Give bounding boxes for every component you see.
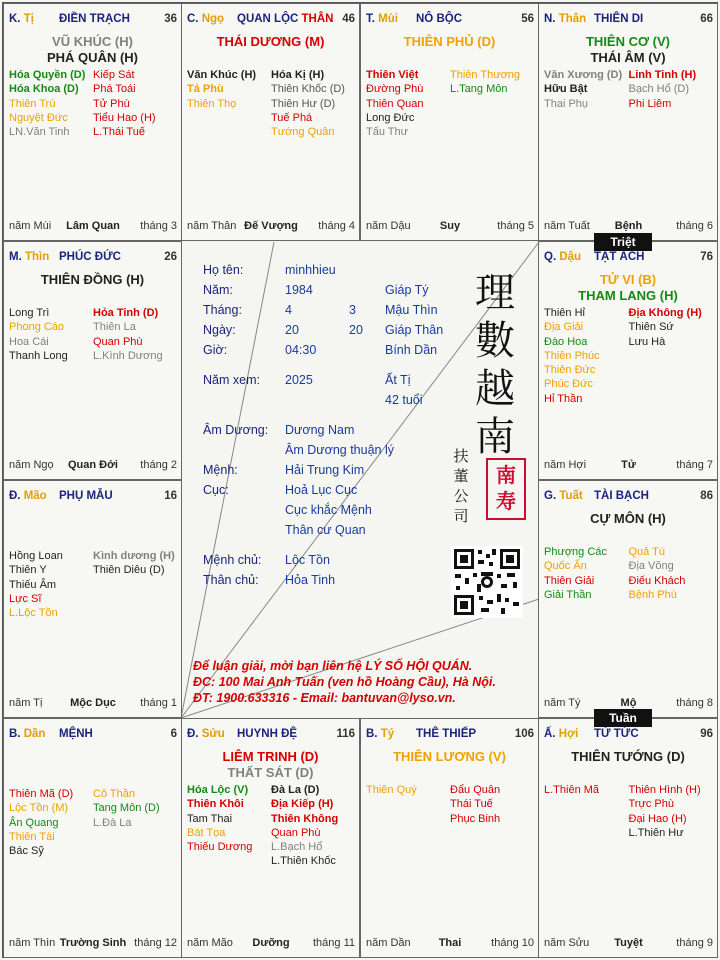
palace-header	[366, 13, 534, 27]
major-star: THẤT SÁT (D)	[227, 765, 314, 780]
minor-star: Trực Phù	[628, 798, 674, 811]
minor-star: Bạch Hổ (D)	[628, 83, 690, 96]
palace-stage: Lâm Quan	[66, 220, 120, 232]
minor-star: Nguyệt Đức	[9, 111, 68, 124]
palace-cell[interactable]	[181, 3, 360, 241]
palace-branch: B. Tý	[366, 728, 395, 740]
major-star: CỰ MÔN (H)	[590, 511, 666, 526]
palace-year: năm Ngọ	[9, 459, 54, 471]
minor-star: Thiên Khôi	[187, 798, 244, 811]
left-star-column	[366, 68, 423, 139]
palace-name: PHÚC ĐỨC	[59, 251, 121, 263]
minor-star: Giải Thần	[544, 588, 592, 601]
palace-branch: C. Ngọ	[187, 13, 225, 25]
palace-cell[interactable]	[181, 718, 360, 958]
palace-year: năm Tuất	[544, 220, 590, 232]
right-star-column	[93, 306, 163, 363]
major-star: THIÊN CƠ (V)	[585, 34, 671, 49]
palace-year: năm Hợi	[544, 459, 587, 471]
palace-month: tháng 2	[140, 459, 177, 471]
minor-star: Tấu Thư	[366, 126, 409, 139]
palace-branch: G. Tuất	[544, 490, 583, 502]
minor-star: Thiên Không	[271, 812, 339, 825]
palace-footer	[544, 459, 713, 473]
minor-star: Thiên Sứ	[628, 321, 674, 334]
left-star-column	[544, 545, 607, 602]
palace-year: năm Mùi	[9, 220, 52, 232]
calligraphy-logo	[465, 269, 525, 461]
right-star-column	[450, 68, 520, 97]
minor-star: Thiên Mã (D)	[9, 788, 74, 800]
left-star-column	[9, 787, 73, 858]
right-star-column	[93, 68, 156, 139]
minor-star: Quan Phù	[271, 826, 321, 839]
minor-star: Thiên Khốc (D)	[271, 83, 345, 96]
major-star: PHÁ QUÂN (H)	[47, 50, 138, 65]
palace-branch: N. Thân	[544, 13, 587, 25]
palace-year: năm Tý	[544, 697, 581, 709]
minor-star: Thiên Thương	[450, 69, 521, 81]
palace-stage: Mộ	[620, 697, 637, 709]
palace-month: tháng 5	[497, 220, 534, 232]
palace-header	[366, 728, 534, 742]
palace-age: 66	[700, 13, 713, 25]
palace-name: ĐIỀN TRẠCH	[59, 13, 130, 25]
minor-star: L.Thái Tuế	[93, 126, 145, 139]
minor-star: L.Thiên Hư	[628, 826, 684, 839]
contact-line-1: Để luận giải, mời bạn liên hệ LÝ SỐ HỘI QUÁN.	[193, 659, 473, 673]
palace-name: THIÊN DI	[594, 13, 644, 25]
palace-header	[9, 251, 177, 265]
palace-branch: B. Dần	[9, 728, 46, 740]
minor-star: Thiên Hình (H)	[628, 784, 701, 796]
minor-star: Hồng Loan	[9, 550, 63, 562]
palace-header	[9, 728, 177, 742]
palace-month: tháng 12	[134, 937, 177, 949]
palace-month: tháng 6	[676, 220, 713, 232]
minor-star: Tướng Quân	[271, 126, 335, 139]
minor-star: Thiên Trù	[9, 97, 56, 110]
minor-star: Thiếu Âm	[9, 578, 57, 591]
minor-star: Phúc Đức	[544, 378, 593, 391]
minor-star: Tả Phù	[187, 83, 224, 96]
minor-star: Thiên Thọ	[187, 97, 237, 110]
minor-star: Hóa Khoa (D)	[9, 83, 79, 96]
left-star-column	[544, 68, 622, 111]
palace-month: tháng 8	[676, 697, 713, 709]
calligraphy-char: 數	[475, 318, 515, 364]
minor-star: Thiên Phúc	[544, 349, 600, 362]
palace-age: 86	[700, 490, 713, 502]
minor-star: Lộc Tồn (M)	[9, 802, 69, 815]
palace-cell[interactable]	[538, 3, 718, 241]
minor-star: Long Trì	[9, 307, 50, 319]
major-star: THIÊN LƯƠNG (V)	[393, 749, 506, 764]
left-star-column	[9, 549, 63, 620]
palace-footer	[544, 937, 713, 951]
palace-footer	[9, 697, 177, 711]
center-info: Họ tên: minhhieu Năm: 1984 Giáp Tý Tháng: 4 3 Mậu Thìn Ngày: 20 20 Giáp Thân Giờ: 04:30 Bính Dần Năm xem: 2025 Ất Tị 42 tuổi Âm Dương: Dương Nam Âm Dương thuận lý Mệnh: Hải Trung Kim Cục: Hoả Lục Cục Cục khắc Mệnh Thân cư Quan Mệnh chủ: Lộc Tồn Thân chủ: Hỏa Tinh 理 數 越 南 扶 董 公 司 南寿 Để luận giải, mời bạn liên hệ LÝ SỐ HỘI QUÁN. ĐC: 100 Mai Anh Tuấn (ven hồ Hoàng Cầu), Hà Nội. ĐT: 1900.633316 - Email: bantuvan@lyso.vn.	[181, 241, 538, 718]
palace-year: năm Thìn	[9, 937, 56, 949]
palace-cell[interactable]	[538, 241, 718, 480]
minor-star: Quốc Ấn	[544, 560, 587, 573]
minor-star: Phi Liêm	[628, 97, 672, 110]
palace-footer	[9, 459, 177, 473]
minor-star: Thiên Tài	[9, 830, 55, 843]
minor-star: Thanh Long	[9, 349, 68, 362]
right-star-column	[271, 68, 345, 139]
calligraphy-char: 越	[475, 366, 515, 412]
palace-stage: Tử	[621, 459, 636, 471]
palace-year: năm Mão	[187, 937, 233, 949]
minor-star: Địa Không (H)	[628, 307, 702, 319]
palace-name: NÔ BỘC	[416, 13, 462, 25]
minor-star: Kình dương (H)	[93, 550, 175, 562]
palace-stage: Mộc Dục	[70, 697, 116, 709]
minor-star: Thiên Quan	[366, 97, 424, 110]
minor-star: Thiên La	[93, 321, 136, 334]
palace-stage: Dưỡng	[252, 937, 290, 949]
palace-cell[interactable]	[360, 3, 539, 241]
major-star: THAM LANG (H)	[578, 288, 678, 303]
palace-branch: Đ. Mão	[9, 490, 47, 502]
right-star-column	[271, 783, 338, 869]
minor-star: Thiên Đức	[544, 364, 596, 377]
palace-header	[544, 490, 713, 504]
minor-star: Tang Môn (D)	[93, 802, 160, 815]
minor-star: L.Tang Môn	[450, 83, 508, 96]
palace-age: 76	[700, 251, 713, 263]
palace-branch: Đ. Sửu	[187, 728, 225, 740]
minor-star: Tuế Phá	[271, 111, 313, 124]
major-star: LIÊM TRINH (D)	[222, 749, 319, 764]
red-seal: 南寿	[486, 458, 526, 520]
palace-header	[9, 490, 177, 504]
palace-name: PHỤ MẪU	[59, 490, 113, 502]
palace-name: TÀI BẠCH	[594, 490, 649, 502]
minor-star: Đường Phù	[366, 83, 424, 96]
calligraphy-char: 南	[475, 414, 515, 460]
minor-star: Hoa Cái	[9, 335, 49, 348]
palace-year: năm Tị	[9, 697, 43, 709]
palace-stage: Bệnh	[614, 220, 643, 232]
palace-age: 116	[336, 728, 355, 740]
palace-header	[544, 728, 713, 742]
palace-year: năm Dần	[366, 937, 411, 949]
palace-branch: K. Tị	[9, 13, 34, 25]
left-star-column	[366, 783, 417, 797]
minor-star: Thiên Diêu (D)	[93, 564, 165, 577]
minor-star: Phục Binh	[450, 812, 501, 825]
palace-month: tháng 4	[318, 220, 355, 232]
minor-star: Phượng Các	[544, 546, 607, 558]
minor-star: Địa Giải	[544, 321, 584, 334]
palace-footer	[366, 220, 534, 234]
minor-star: Địa Kiếp (H)	[271, 798, 334, 811]
contact-line-3[interactable]: ĐT: 1900.633316 - Email: bantuvan@lyso.vn.	[193, 691, 456, 705]
minor-star: Quan Phù	[93, 335, 143, 348]
palace-age: 96	[700, 728, 713, 740]
minor-star: L.Đà La	[93, 816, 132, 829]
palace-name: MỆNH	[59, 728, 93, 740]
palace-month: tháng 11	[312, 937, 355, 949]
palace-footer	[544, 220, 713, 234]
minor-star: LN.Văn Tinh	[9, 126, 70, 139]
palace-year: năm Sửu	[544, 937, 590, 949]
minor-star: Thiếu Dương	[187, 841, 253, 854]
palace-month: tháng 3	[140, 220, 177, 232]
palace-year: năm Thân	[187, 220, 237, 232]
right-star-column	[93, 787, 160, 830]
palace-name: THÊ THIẾP	[416, 728, 477, 740]
left-star-column	[9, 68, 85, 139]
minor-star: Hỉ Thần	[544, 392, 583, 405]
minor-star: Thai Phụ	[544, 97, 589, 110]
palace-cell[interactable]	[360, 718, 539, 958]
minor-star: Hỏa Tinh (D)	[93, 307, 159, 319]
minor-star: Thiên Việt	[366, 69, 419, 81]
palace-name: TỬ TỨC	[594, 728, 639, 740]
palace-footer	[187, 220, 355, 234]
right-star-column	[629, 306, 702, 349]
minor-star: Thiên Quý	[366, 784, 417, 796]
palace-footer	[9, 937, 177, 951]
palace-header	[544, 13, 713, 27]
minor-star: Ân Quang	[9, 816, 59, 829]
minor-star: Thiên Y	[9, 564, 47, 577]
minor-star: Hữu Bật	[544, 83, 588, 96]
minor-star: Thiên Hư (D)	[271, 97, 336, 110]
minor-star: Đà La (D)	[271, 784, 320, 796]
palace-stage: Trường Sinh	[59, 937, 127, 949]
palace-header	[187, 728, 355, 742]
palace-header	[9, 13, 177, 27]
left-star-column	[187, 68, 256, 111]
palace-header	[187, 13, 355, 27]
major-star: THIÊN PHỦ (D)	[403, 34, 496, 49]
palace-branch: Ấ. Hợi	[544, 728, 579, 740]
palace-name: TẬT ÁCH	[594, 251, 645, 263]
palace-age: 56	[521, 13, 534, 25]
palace-footer	[9, 220, 177, 234]
qr-code[interactable]	[451, 546, 523, 618]
major-star: THÁI DƯƠNG (M)	[216, 34, 325, 49]
minor-star: L.Bạch Hổ	[271, 841, 323, 854]
palace-stage: Đế Vượng	[244, 220, 298, 232]
palace-age: 16	[164, 490, 177, 502]
minor-star: Cô Thần	[93, 788, 135, 800]
minor-star: Địa Võng	[628, 560, 674, 573]
contact-line-2: ĐC: 100 Mai Anh Tuấn (ven hồ Hoàng Cầu), Hà Nội.	[193, 675, 496, 689]
palace-month: tháng 10	[491, 937, 534, 949]
right-star-column	[629, 545, 686, 602]
left-star-column	[9, 306, 68, 363]
palace-branch: Q. Dậu	[544, 251, 582, 263]
palace-year: năm Dậu	[366, 220, 411, 232]
palace-cell[interactable]	[3, 3, 182, 241]
minor-star: Bệnh Phù	[628, 588, 677, 601]
palace-month: tháng 9	[676, 937, 713, 949]
tuan-tag: Tuần	[594, 709, 652, 727]
minor-star: Phá Toái	[93, 83, 136, 96]
palace-age: 46	[342, 13, 355, 25]
palace-cell[interactable]	[3, 718, 182, 958]
major-star: TỬ VI (B)	[599, 272, 657, 287]
minor-star: Tử Phù	[93, 97, 130, 110]
minor-star: Linh Tinh (H)	[628, 69, 697, 81]
minor-star: Tiểu Hao (H)	[93, 111, 156, 124]
palace-cell[interactable]	[538, 480, 718, 718]
right-star-column	[450, 783, 500, 826]
minor-star: L.Lộc Tồn	[9, 607, 58, 620]
palace-cell[interactable]	[3, 241, 182, 480]
major-star: THIÊN ĐỒNG (H)	[40, 272, 145, 287]
calligraphy-small: 扶 董 公 司	[453, 447, 469, 525]
major-star: THIÊN TƯỚNG (D)	[571, 749, 685, 764]
minor-star: Bác Sỹ	[9, 845, 44, 858]
palace-footer	[187, 937, 355, 951]
minor-star: Văn Xương (D)	[544, 69, 623, 81]
left-star-column	[187, 783, 252, 854]
palace-cell[interactable]	[3, 480, 182, 718]
minor-star: Lực Sĩ	[9, 592, 42, 605]
minor-star: Đẩu Quân	[450, 784, 501, 796]
left-star-column	[544, 306, 600, 406]
palace-name: QUAN LỘC THÂN	[237, 13, 334, 25]
major-star: THÁI ÂM (V)	[590, 50, 666, 65]
palace-age: 26	[164, 251, 177, 263]
palace-name: HUYNH ĐỆ	[237, 728, 298, 740]
right-star-column	[629, 68, 697, 111]
minor-star: Thiên Giải	[544, 574, 595, 587]
palace-age: 36	[164, 13, 177, 25]
minor-star: Đào Hoa	[544, 335, 588, 348]
palace-footer	[366, 937, 534, 951]
minor-star: Lưu Hà	[628, 335, 666, 348]
minor-star: Hóa Lộc (V)	[187, 784, 249, 796]
minor-star: Thiên Hỉ	[544, 307, 585, 319]
palace-stage: Tuyệt	[614, 937, 643, 949]
calligraphy-char: 理	[475, 270, 515, 316]
minor-star: Kiếp Sát	[93, 69, 135, 81]
palace-cell[interactable]	[538, 718, 718, 958]
palace-age: 6	[170, 728, 177, 740]
minor-star: L.Thiên Mã	[544, 784, 600, 796]
left-star-column	[544, 783, 599, 797]
minor-star: Đại Hao (H)	[628, 812, 687, 825]
palace-month: tháng 1	[140, 697, 177, 709]
palace-month: tháng 7	[676, 459, 713, 471]
right-star-column	[93, 549, 175, 578]
minor-star: Tam Thai	[187, 812, 233, 825]
minor-star: L.Kình Dương	[93, 349, 163, 362]
palace-age: 106	[514, 728, 534, 740]
minor-star: Bát Tọa	[187, 826, 226, 839]
minor-star: Phong Cáo	[9, 321, 65, 334]
minor-star: Hóa Kị (H)	[271, 69, 325, 81]
minor-star: Thái Tuế	[450, 798, 493, 811]
minor-star: Điếu Khách	[628, 574, 686, 587]
triet-tag: Triệt	[594, 233, 652, 251]
minor-star: Hóa Quyền (D)	[9, 69, 86, 81]
palace-header	[544, 251, 713, 265]
palace-branch: M. Thìn	[9, 251, 50, 263]
right-star-column	[629, 783, 701, 840]
palace-stage: Quan Đới	[68, 459, 118, 471]
minor-star: L.Thiên Khốc	[271, 855, 336, 868]
minor-star: Văn Khúc (H)	[187, 69, 257, 81]
major-star: VŨ KHÚC (H)	[52, 34, 133, 49]
minor-star: Quả Tú	[628, 546, 665, 558]
palace-branch: T. Mùi	[366, 13, 398, 25]
palace-stage: Suy	[439, 220, 461, 232]
palace-stage: Thai	[438, 937, 462, 949]
minor-star: Long Đức	[366, 111, 415, 124]
